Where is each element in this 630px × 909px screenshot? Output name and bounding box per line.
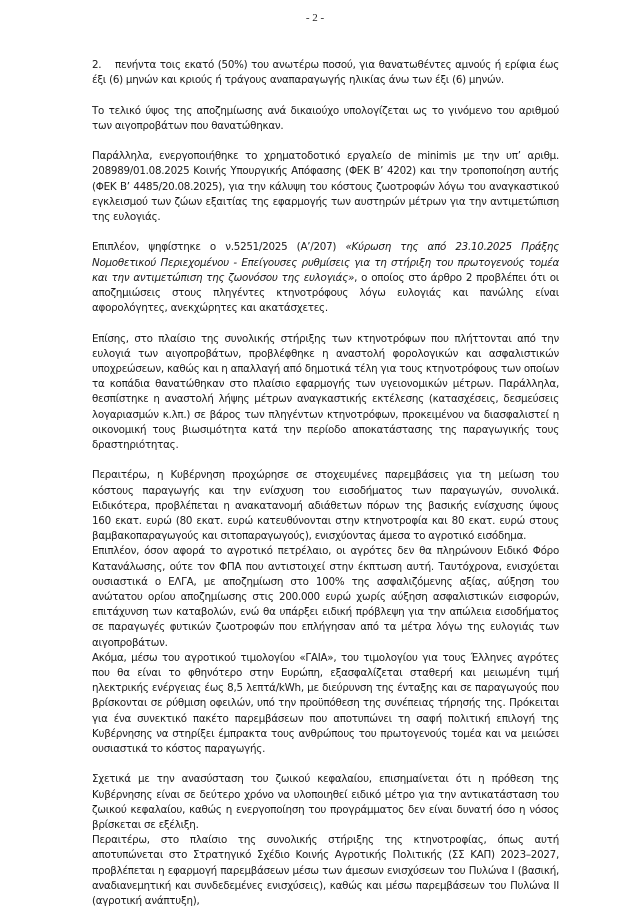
paragraph-cap-strategic-plan: Περαιτέρω, στο πλαίσιο της συνολικής στήριξης της κτηνοτροφίας, όπως αυτή αποτυπώνεται στο Στρατηγικό Σχέδιο Κοινής Αγροτικής Πολιτικής (ΣΣ ΚΑΠ) 2023–2027, προβλέπεται η εφαρμογή παρεμβάσεων μέσω των άμεσων ενισχύσεων του Πυλώνα Ι (βασική, αναδιανεμητική και συνδεδεμένες ενισχύσεις), καθώς και μέσω παρεμβάσεων του Πυλώνα ΙΙ (αγροτική ανάπτυξη),	[92, 834, 559, 908]
list-item-number: 2.	[92, 59, 102, 71]
paragraph-law-5251	[92, 240, 559, 316]
paragraph-livestock-restoration: Σχετικά με την ανασύσταση του ζωικού κεφαλαίου, επισημαίνεται ότι η πρόθεση της Κυβέρνησης είναι σε δεύτερο χρόνο να υλοποιηθεί ειδικό μέτρο για την αντικατάσταση του ζωικού κεφαλαίου, καθώς η ενεργοποίηση του προγράμματος δεν είναι δυνατή όσο η νόσος βρίσκεται σε εξέλιξη.	[92, 773, 559, 832]
paragraph-gaia-tariff: Ακόμα, μέσω του αγροτικού τιμολογίου «ΓΑΙΑ», του τιμολογίου για τους Έλληνες αγρότες που θα είναι το φθηνότερο στην Ευρώπη, εξασφαλίζεται σταθερή και μειωμένη τιμή ηλεκτρικής ενέργειας έως 8,5 λεπτά/kWh, με διεύρυνση της ένταξης και σε παραγωγούς που βρίσκονται σε ρύθμιση οφειλών, υπό την προϋπόθεση της συνέπειας τήρησής της. Πρόκειται για ένα συνεκτικό πακέτο παρεμβάσεων που αποτυπώνει τη σαφή πολιτική επιλογή της Κυβέρνησης να στηρίξει έμπρακτα τους ανθρώπους του πρωτογενούς τομέα και να μειώσει ουσιαστικά το κόστος παραγωγής.	[92, 651, 559, 756]
law-after-text: , ο οποίος στο άρθρο 2 προβλέπει ότι οι αποζημιώσεις στους πληγέντες κτηνοτρόφους λόγω ευλογιάς και πανώλης είναι αφορολόγητες, ανεκχώρητες και ακατάσχετες.	[92, 271, 559, 315]
paragraph-cost-reduction: Περαιτέρω, η Κυβέρνηση προχώρησε σε στοχευμένες παρεμβάσεις για τη μείωση του κόστους παραγωγής και την ενίσχυση του εισοδήματος των παραγωγών, συνολικά. Ειδικότερα, προβλέπεται η ανακατανομή αδιάθετων πόρων της βασικής ενίσχυσης ύψους 160 εκατ. ευρώ (80 εκατ. ευρώ κατευθύνονται στην κτηνοτροφία και 80 εκατ. ευρώ στους βαμβακοπαραγωγούς και σιτοπαραγωγούς), ενισχύοντας άμεσα το αγροτικό εισόδημα.	[92, 469, 559, 543]
list-item-text: πενήντα τοις εκατό (50%) του ανωτέρω ποσού, για θανατωθέντες αμνούς ή ερίφια έως έξι (6) μηνών και κριούς ή τράγους αναπαραγωγής ηλικίας άνω των έξι (6) μηνών.	[92, 59, 559, 87]
document-body	[92, 58, 559, 909]
list-item-2	[92, 58, 559, 88]
paragraph-compensation-calculation: Το τελικό ύψος της αποζημίωσης ανά δικαιούχο υπολογίζεται ως το γινόμενο του αριθμού των αιγοπροβάτων που θανατώθηκαν.	[92, 104, 559, 132]
paragraph-tax-suspension: Επίσης, στο πλαίσιο της συνολικής στήριξης των κτηνοτρόφων που πλήττονται από την ευλογιά των αιγοπροβάτων, προβλέφθηκε η αναστολή φορολογικών και ασφαλιστικών υποχρεώσεων, καθώς και η απαλλαγή από δημοτικά τέλη για τους κτηνοτρόφους των οποίων τα κοπάδια θανατώθηκαν στο πλαίσιο εφαρμογής των υγειονομικών μέτρων. Παράλληλα, θεσπίστηκε η αναστολή λήψης μέτρων αναγκαστικής εκτέλεσης (κατασχέσεις, δεσμεύσεις λογαριασμών κ.λπ.) σε βάρος των πληγέντων κτηνοτρόφων, προκειμένου να διασφαλιστεί η οικονομική τους βιωσιμότητα κατά την περίοδο αποκατάστασης της παραγωγικής τους δραστηριότητας.	[92, 332, 559, 452]
page-number: - 2 -	[305, 12, 325, 24]
paragraph-agricultural-fuel: Επιπλέον, όσον αφορά το αγροτικό πετρέλαιο, οι αγρότες δεν θα πληρώνουν Ειδικό Φόρο Κατανάλωσης, ούτε τον ΦΠΑ που αντιστοιχεί στην έκπτωση αυτή. Ταυτόχρονα, ενισχύεται ουσιαστικά ο ΕΛΓΑ, με αποζημίωση στο 100% της ασφαλιζόμενης αξίας, αύξηση του ανώτατου ορίου αποζημίωσης στις 200.000 ευρώ χωρίς αύξηση ασφαλιστικών εισφορών, επιτάχυνση των καταβολών, ενώ θα υπάρξει ειδική πρόβλεψη για την απώλεια εισοδήματος σε παραγωγές φυτικών ζωοτροφών που επλήγησαν από τα μέτρα λόγω της ευλογιάς των αιγοπροβάτων.	[92, 545, 559, 649]
law-title-italic: «Κύρωση της από 23.10.2025 Πράξης Νομοθετικού Περιεχομένου - Επείγουσες ρυθμίσεις για τη στήριξη του πρωτογενούς τομέα και την αντιμετώπιση της ζωονόσου της ευλογιάς»	[92, 241, 559, 284]
law-intro-text: Επιπλέον, ψηφίστηκε ο ν.5251/2025 (Α’/207)	[92, 241, 346, 254]
paragraph-de-minimis: Παράλληλα, ενεργοποιήθηκε το χρηματοδοτικό εργαλείο de minimis με την υπ’ αριθμ. 208989/01.08.2025 Κοινής Υπουργικής Απόφασης (ΦΕΚ Β’ 4202) και την τροποποίηση αυτής (ΦΕΚ Β’ 4485/20.08.2025), για την κάλυψη του κόστους ζωοτροφών λόγω του αναγκαστικού εγκλεισμού των ζώων εξαιτίας της εφαρμογής των αυστηρών μέτρων για την αντιμετώπιση της ευλογιάς.	[92, 150, 559, 223]
